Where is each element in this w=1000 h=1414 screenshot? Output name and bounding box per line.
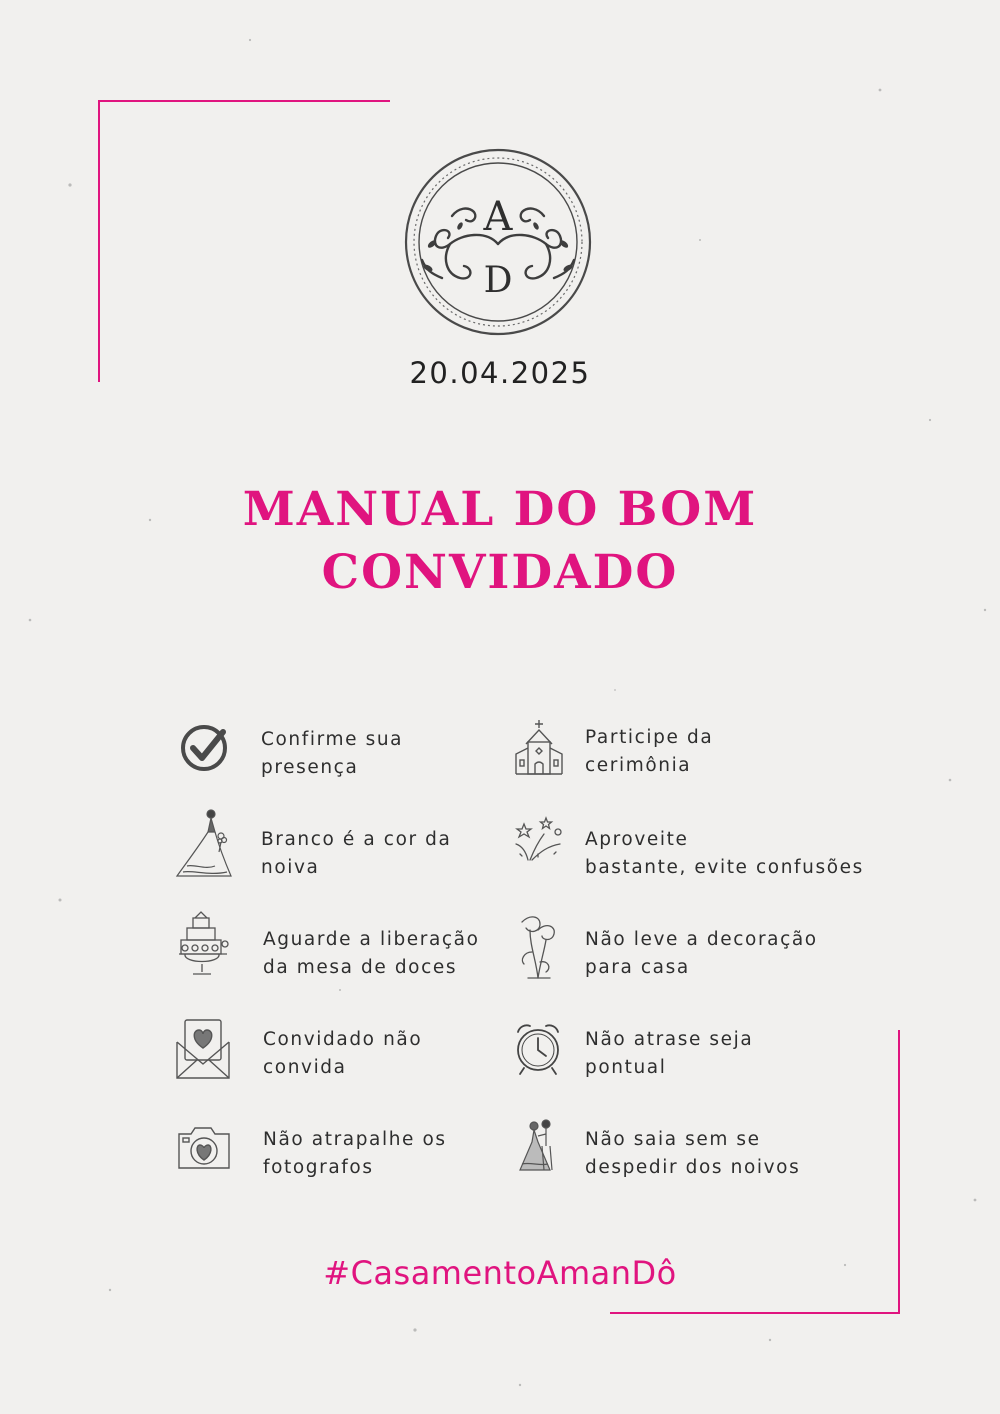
- title-line-2: CONVIDADO: [321, 545, 679, 600]
- church-icon: [510, 718, 570, 792]
- rule-text-line2: cerimônia: [585, 755, 692, 776]
- monogram-letter-bottom: D: [483, 260, 513, 301]
- rule-text-line1: Não saia sem se: [585, 1129, 761, 1150]
- rule-text-line1: Não atrase seja: [585, 1029, 754, 1050]
- dancing-couple-icon: [510, 1116, 570, 1190]
- rule-text-line2: presença: [261, 757, 359, 778]
- bride-icon: [175, 806, 235, 880]
- rule-text-line2: fotografos: [263, 1157, 374, 1178]
- rule-text-line1: Participe da: [585, 727, 714, 748]
- rule-text-line2: convida: [263, 1057, 347, 1078]
- hashtag: #CasamentoAmanDô: [323, 1254, 677, 1292]
- envelope-heart-icon: [175, 1018, 235, 1092]
- title-line-1: MANUAL DO BOM: [242, 482, 758, 537]
- rule-text-line1: Não leve a decoração: [585, 929, 818, 950]
- fireworks-icon: [510, 814, 570, 888]
- rule-text-line2: noiva: [261, 857, 320, 878]
- rule-text-line1: Não atrapalhe os: [263, 1129, 447, 1150]
- rule-text-line2: bastante, evite confusões: [585, 857, 864, 878]
- rule-text-line2: da mesa de doces: [263, 957, 458, 978]
- rule-text-line1: Convidado não: [263, 1029, 423, 1050]
- rule-text-line1: Aproveite: [585, 829, 689, 850]
- monogram-letter-top: A: [483, 194, 513, 240]
- alarm-clock-icon: [510, 1020, 570, 1094]
- checkmark-circle-icon: [175, 720, 235, 794]
- flower-decoration-icon: [510, 912, 570, 986]
- rule-text-line2: para casa: [585, 957, 690, 978]
- wedding-cake-icon: [175, 908, 235, 982]
- rule-text-line2: pontual: [585, 1057, 667, 1078]
- camera-heart-icon: [175, 1120, 235, 1194]
- rule-text-line2: despedir dos noivos: [585, 1157, 801, 1178]
- wedding-date: 20.04.2025: [409, 356, 591, 390]
- rule-text-line1: Aguarde a liberação: [263, 929, 480, 950]
- rule-text-line1: Confirme sua: [261, 729, 404, 750]
- rule-text-line1: Branco é a cor da: [261, 829, 452, 850]
